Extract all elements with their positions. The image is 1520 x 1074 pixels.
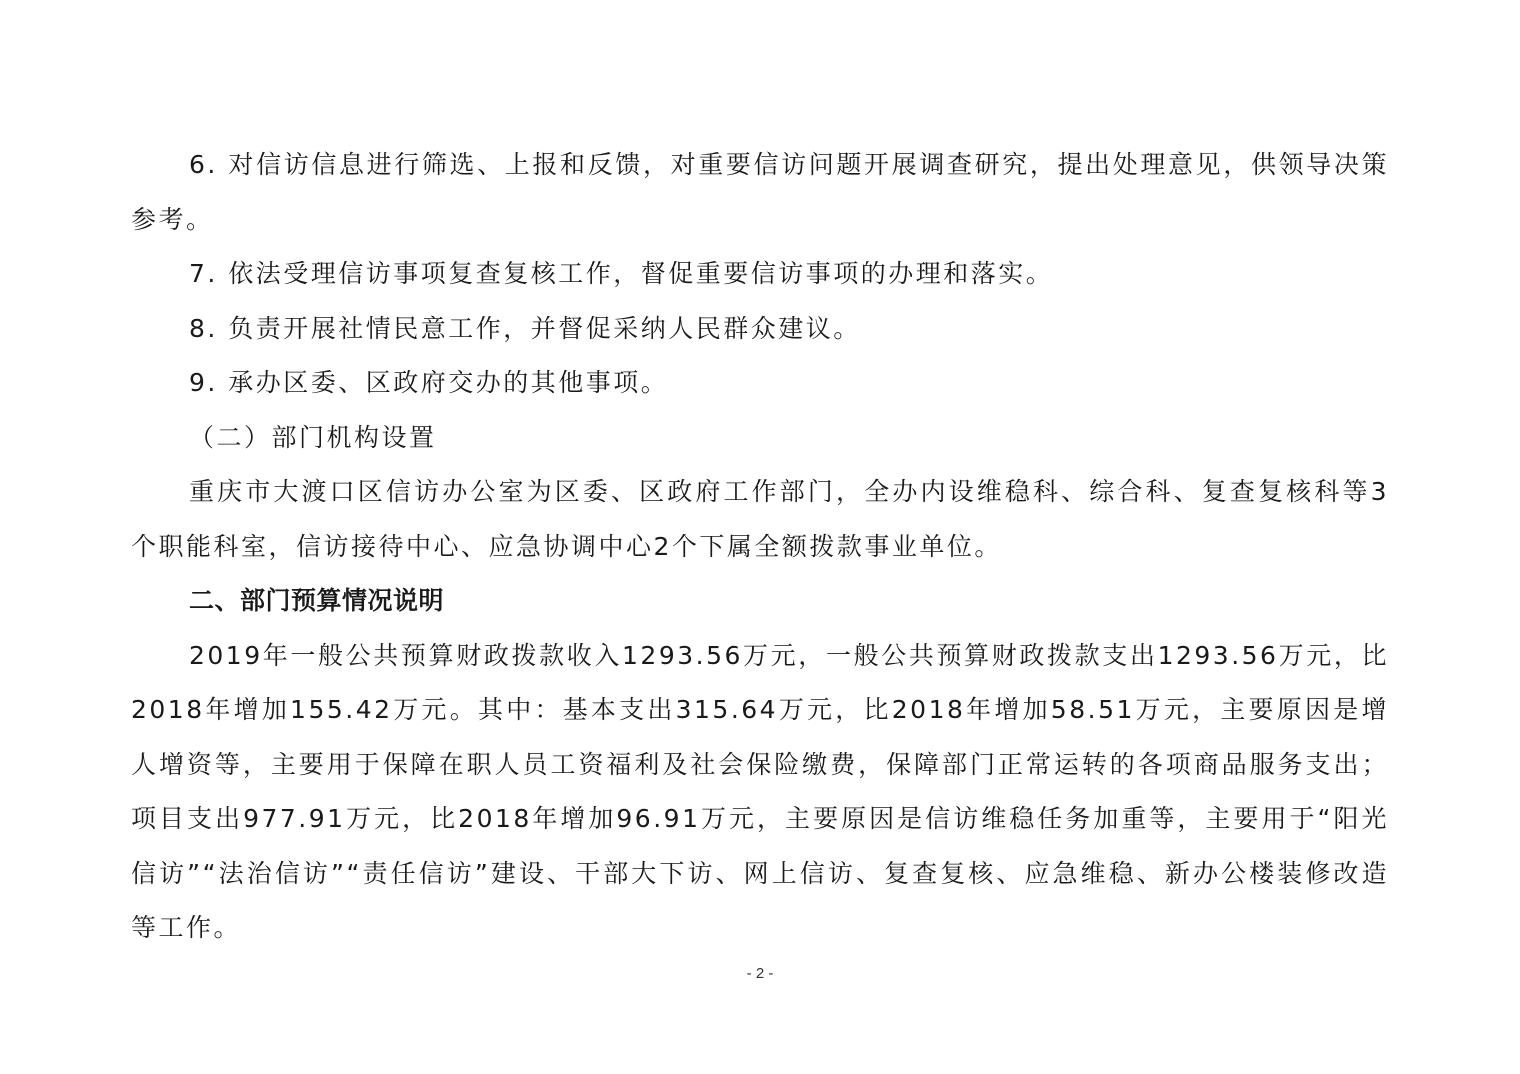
paragraph-item-8: 8. 负责开展社情民意工作，并督促采纳人民群众建议。 — [189, 313, 861, 343]
paragraph-organization: 重庆市大渡口区信访办公室为区委、区政府工作部门，全办内设维稳科、综合科、复查复核科等3个职能科室，信访接待中心、应急协调中心2个下属全额拨款事业单位。 — [131, 477, 1389, 561]
section-subheading: （二）部门机构设置 — [189, 422, 437, 452]
paragraph-budget: 2019年一般公共预算财政拨款收入1293.56万元，一般公共预算财政拨款支出1293.56万元，比2018年增加155.42万元。其中：基本支出315.64万元，比2018年增加58.51万元，主要原因是增人增资等，主要用于保障在职人员工资福利及社会保险缴费，保障部门正常运转的各项商品服务支出；项目支出977.91万元，比2018年增加96.91万元，主要原因是信访维稳任务加重等，主要用于“阳光信访”“法治信访”“责任信访”建设、干部大下访、网上信访、复查复核、应急维稳、新办公楼装修改造等工作。 — [131, 640, 1389, 942]
paragraph-item-9: 9. 承办区委、区政府交办的其他事项。 — [189, 368, 669, 397]
paragraph-item-7: 7. 依法受理信访事项复查复核工作，督促重要信访事项的办理和落实。 — [189, 259, 1054, 288]
paragraph-item-6: 6. 对信访信息进行筛选、上报和反馈，对重要信访问题开展调查研究，提出处理意见，供领导决策参考。 — [131, 150, 1389, 234]
page-number: - 2 - — [746, 965, 774, 982]
document-body — [131, 138, 1389, 956]
section-heading: 二、部门预算情况说明 — [189, 586, 445, 615]
